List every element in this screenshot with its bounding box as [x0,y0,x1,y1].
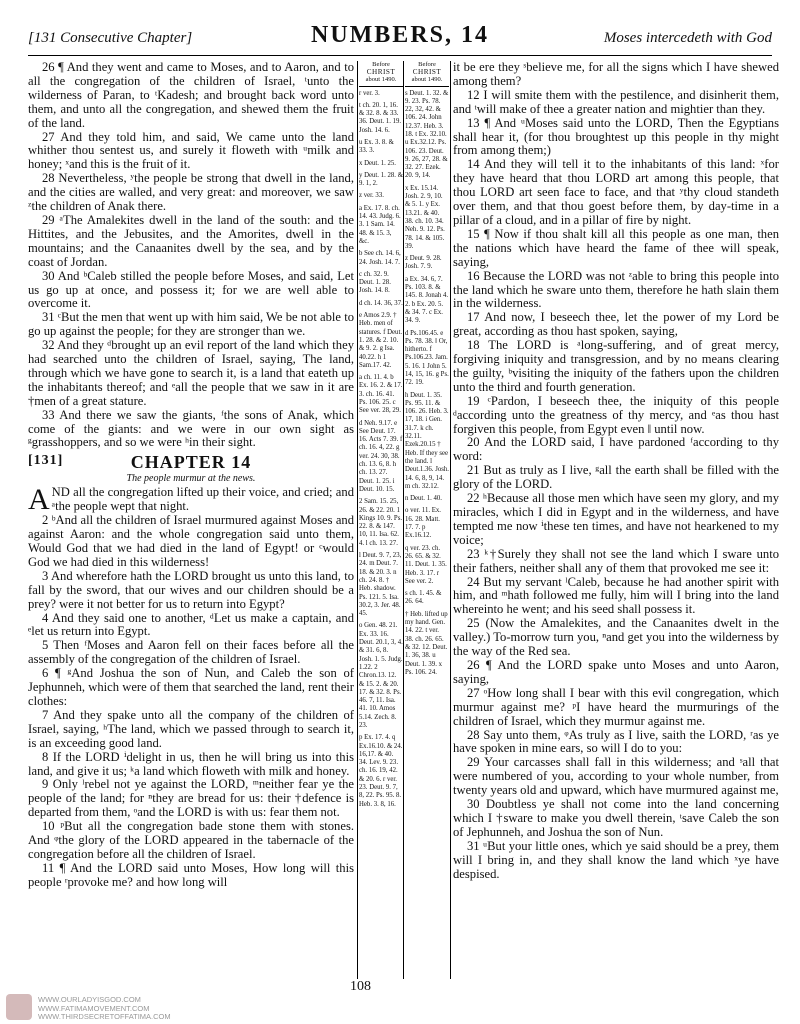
verse: 21 But as truly as I live, ᵍall the earth shall be filled with the glory of the LORD. [453,463,779,492]
verse: 16 Because the LORD was not ᶻable to bring this people into the land which he sware unto them, therefore he hath slain them in the wilderness. [453,268,779,311]
date-heading-about: about 1490. [411,76,443,83]
margin-note: a Ex. 17. 8. ch. 14. 43. Judg. 6. 3. 1 Sam. 14. 48. & 15. 3, &c. [359,204,401,245]
watermark-url[interactable]: WWW.THIRDSECRETOFFATIMA.COM [38,1012,171,1021]
header-rule [28,55,772,56]
verse: 2 ᵇAnd all the children of Israel murmured against Moses and against Aaron: and the whole congregation said unto them, Would God that we had died in the land of Egypt! or ᶜwould God we had died in this wilderness! [28,513,354,569]
margin-note: p Ex. 17. 4. q Ex.16.10. & 24. 16,17. & 40. 34. Lev. 9. 23. ch. 16. 19, 42. & 20. 6. r ver. 23. Deut. 9. 7, 8, 22. Ps. 95. 8. Heb. 3. 8, 16. [359,734,403,808]
verse-first [28,483,354,517]
margin-references [357,61,451,979]
verse: 12 I will smite them with the pestilence, and disinherit them, and ᵗwill make of thee a greater nation and mightier than they. [453,87,779,116]
margin-note: s Deut. 1. 32. & 9. 23. Ps. 78. 22, 32, 42. & 106. 24. John 12.37. Heb. 3. 18. t Ex. 32.10. u Ex.32.12. Ps. 106. 23. Deut. 9. 26, 27, 28. & 32. 27. Ezek. 20. 9, 14. [405,89,449,180]
verse: 4 And they said one to another, ᵈLet us make a captain, and ᵉlet us return into Egypt. [28,610,354,639]
verse: 18 The LORD is ᵃlong-suffering, and of great mercy, forgiving iniquity and transgression, and by no means clearing the guilty, ᵇvisiting the iniquity of the fathers upon the children unto the third and fourth generation. [453,338,779,394]
verse: 31 ᵘBut your little ones, which ye said should be a prey, them will I bring in, and they shall know the land which ˣye have despised. [453,838,779,881]
verse: 6 ¶ ᵍAnd Joshua the son of Nun, and Caleb the son of Jephunneh, which were of them that searched the land, rent their clothes: [28,666,354,708]
verse: 26 ¶ And they went and came to Moses, and to Aaron, and to all the congregation of the children of Israel, ᵗunto the wilderness of Paran, to ᵗKadesh; and brought back word unto them, and unto all the congregation, and shewed them the fruit of the land. [28,61,354,130]
margin-note: x Deut. 1. 25. [359,159,397,167]
margin-note: s ch. 1. 45. & 26. 64. [405,590,442,606]
margin-note: a ch. 11. 4. b Ex. 16. 2. & 17. 3. ch. 16. 41. Ps. 106. 25. c See ver. 28, 29. [359,374,403,415]
verse: 27 ᵒHow long shall I bear with this evil congregation, which murmur against me? ᵖI have heard the murmurings of the children of Israel, which they murmur against me. [453,685,779,728]
margin-note: a Ex. 34. 6, 7. Ps. 103. 8. & 145. 8. Jonah 4. 2. b Ex. 20. 5. & 34. 7. c Ex. 34. 9. [405,275,449,325]
margin-note: x Ex. 15.14. Josh. 2. 9, 10. & 5. 1. y Ex. 13.21. & 40. 38. ch. 10. 34. Neh. 9. 12. Ps. 78. 14. & 105. 39. [405,184,445,250]
drop-cap: A [28,483,50,517]
margin-note: r ver. 3. [359,89,380,97]
margin-note: y Deut. 1. 28. & 9. 1, 2. [359,171,403,188]
date-heading [359,61,403,87]
margin-note: c ch. 32. 9. Deut. 1. 28. Josh. 14. 8. [359,270,391,295]
verse: 5 Then ᶠMoses and Aaron fell on their faces before all the assembly of the congregation of the children of Israel. [28,638,354,667]
margin-note: n Deut. 1. 40. [405,495,443,503]
verse: 30 And ᵇCaleb stilled the people before Moses, and said, Let us go up at once, and possess it; for we are well able to overcome it. [28,268,354,311]
margin-note: d ch. 14. 36, 37. [359,299,403,307]
verse: 29 ᵃThe Amalekites dwell in the land of the south: and the Hittites, and the Jebusites, and the Amorites, dwell in the mountains; and the Canaanites dwell by the sea, and by the coast of Jordan. [28,212,354,269]
verse: 15 ¶ Now if thou shalt kill all this people as one man, then the nations which have heard the fame of thee will speak, saying, [453,226,779,269]
verse: 28 Say unto them, ᵠAs truly as I live, saith the LORD, ʳas ye have spoken in mine ears, so will I do to you: [453,727,779,756]
verse: 24 But my servant ˡCaleb, because he had another spirit with him, and ᵐhath followed me fully, him will I bring into the land whereinto he went; and his seed shall possess it. [453,574,779,617]
margin-note: q ver. 23. ch. 26. 65. & 32. 11. Deut. 1. 35. Heb. 3. 17. r See ver. 2. [405,544,447,585]
verse: it be ere they ˢbelieve me, for all the signs which I have shewed among them? [453,61,779,88]
chapter-consecutive-number: [131] [28,453,64,469]
left-text-column [28,61,354,890]
margin-note: z Deut. 9. 28. Josh. 7. 9. [405,255,442,271]
chapter-title: CHAPTER 14 [130,452,252,473]
watermark-url[interactable]: WWW.OURLADYISGOD.COM [38,995,141,1004]
verse: 3 And wherefore hath the LORD brought us unto this land, to fall by the sword, that our wives and our children should be a prey? were it not better for us to return into Egypt? [28,568,354,611]
verse: 23 ᵏ†Surely they shall not see the land which I sware unto their fathers, neither shall any of them that provoked me see it: [453,546,779,575]
verse: 32 And they ᵈbrought up an evil report of the land which they had searched unto the children of Israel, saying, The land, through which we have gone to search it, is a land that eateth up the inhabitants thereof; and ᵉall the people that we saw in it are †men of a great stature. [28,338,354,408]
watermark-text [38,996,171,1022]
date-heading-christ: CHRIST [412,67,442,76]
verse: 19 ᶜPardon, I beseech thee, the iniquity of this people ᵈaccording unto the greatness of thy mercy, and ᵉas thou hast forgiven this people, from Egypt even ‖ until now. [453,393,779,436]
margin-note: t ch. 20. 1, 16. & 32. 8. & 33. 36. Deut. 1. 19. Josh. 14. 6. [359,101,402,134]
date-heading-christ: CHRIST [366,67,396,76]
verse: 9 Only ˡrebel not ye against the LORD, ᵐneither fear ye the people of the land; for ⁿthey are bread for us: their †defence is departed from them, ᵒand the LORD is with us: fear them not. [28,777,354,820]
margin-note: z ver. 33. [359,192,384,200]
chapter-heading [28,452,354,473]
margin-column-left [359,61,403,813]
date-heading-before: Before [372,61,390,68]
date-heading [405,61,449,87]
verse: 17 And now, I beseech thee, let the power of my Lord be great, according as thou hast spoken, saying, [453,310,779,339]
margin-divider [403,61,404,979]
verse: 28 Nevertheless, ʸthe people be strong that dwell in the land, and the cities are walled, and very great: and moreover, we saw ᶻthe children of Anak there. [28,171,354,214]
verse: 29 Your carcasses shall fall in this wilderness; and ˢall that were numbered of you, according to your whole number, from twenty years old and upward, which have murmured against me, [453,755,779,798]
verse: 25 (Now the Amalekites, and the Canaanites dwelt in the valley.) To-morrow turn you, ⁿand get you into the wilderness by the way of the Red sea. [453,616,779,659]
margin-column-right [405,61,449,681]
verse: 7 And they spake unto all the company of the children of Israel, saying, ʰThe land, which we passed through to search it, is an exceeding good land. [28,707,354,750]
chapter-summary: The people murmur at the news. [126,473,256,485]
watermark-url[interactable]: WWW.FATIMAMOVEMENT.COM [38,1003,150,1013]
verse: 14 And they will tell it to the inhabitants of this land: ˣfor they have heard that thou LORD art among this people, that thou LORD art seen face to face, and that ʸthy cloud standeth over them, and that thou goest before them, by day-time in a pillar of a cloud, and in a pillar of fire by night. [453,157,779,227]
verse: 13 ¶ And ᵘMoses said unto the LORD, Then the Egyptians shall hear it, (for thou broughtest up this people in thy might from among them;) [453,115,779,158]
verse-first-text: ND all the congregation lifted up their voice, and cried; and ᵃthe people wept that night. [51,485,354,514]
margin-note: † Heb. lifted up my hand. Gen. 14. 22. t ver. 38. ch. 26. 65. & 32. 12. Deut. 1. 36, 38. u Deut. 1. 39. x Ps. 106. 24. [405,610,448,676]
margin-note: 2 Sam. 15. 25, 26. & 22. 20. 1 Kings 10. 9. Ps. 22. 8. & 147. 10, 11. Isa. 62. 4. l ch. 13. 27. [359,498,403,547]
verse: 33 And there we saw the giants, ᶠthe sons of Anak, which come of the giants: and we were in our own sight as ᵍgrasshoppers, and so we were ʰin their sight. [28,407,354,450]
page-number: 108 [350,979,371,994]
verse: 26 ¶ And the LORD spake unto Moses and unto Aaron, saying, [453,657,779,686]
margin-note: o ver. 11. Ex. 16. 28. Matt. 17. 7. p Ex.16.12. [405,507,441,540]
right-text-column [453,61,779,881]
margin-note: e Amos 2.9. † Heb. men of statures. f Deut. 1. 28. & 2. 10. & 9. 2. g Isa. 40.22. h 1 Sam.17. 42. [359,312,403,369]
verse: 22 ʰBecause all those men which have seen my glory, and my miracles, which I did in Egypt and in the wilderness, and have tempted me now ⁱthese ten times, and have not hearkened to my voice; [453,491,779,547]
date-heading-about: about 1490. [365,76,397,83]
verse: 8 If the LORD ⁱdelight in us, then he will bring us into this land, and give it us; ᵏa land which floweth with milk and honey. [28,749,354,778]
verse: 27 And they told him, and said, We came unto the land whither thou sentest us, and surely it floweth with ᵘmilk and honey; ˣand this is the fruit of it. [28,129,354,172]
page-header [28,22,772,52]
date-heading-before: Before [418,61,436,68]
margin-note: h Deut. 1. 35. Ps. 95. 11. & 106. 26. Heb. 3. 17, 18. i Gen. 31.7. k ch. 32.11. Ezek.20.15 † Heb. If they see the land. l Deut.1.36. Josh. 14. 6, 8, 9, 14. m ch. 32.12. [405,391,449,490]
margin-note: u Ex. 3. 8. & 33. 3. [359,138,394,155]
book-chapter-title: NUMBERS, 14 [310,22,489,48]
verse: 31 ᶜBut the men that went up with him said, We be not able to go up against the people; for they are stronger than we. [28,310,354,339]
verse: 11 ¶ And the LORD said unto Moses, How long will this people ʳprovoke me? and how long will [28,860,354,889]
margin-note: b See ch. 14. 6, 24. Josh. 14. 7. [359,250,401,266]
verse: 20 And the LORD said, I have pardoned ᶠaccording to thy word: [453,435,779,464]
margin-note: l Deut. 9. 7, 23, 24. m Deut. 7. 18. & 20. 3. n ch. 24. 8. † Heb. shadow. Ps. 121. 5. Isa. 30.2, 3. Jer. 48. 45. [359,552,402,618]
website-watermark [6,994,256,1022]
margin-note: d Neh. 9.17. e See Deut. 17. 16. Acts 7. 39. f ch. 16. 4, 22. g ver. 24. 30, 38. ch. 13. 6, 8. h ch. 13. 27. Deut. 1. 25. i Deut. 10. 15. [359,419,403,493]
verse: 10 ᵖBut all the congregation bade stone them with stones. And ᵠthe glory of the LORD appeared in the tabernacle of the congregation before all the children of Israel. [28,819,354,861]
consecutive-chapter-label: [131 Consecutive Chapter] [28,30,193,46]
margin-note: d Ps.106.45. e Ps. 78. 38. ‖ Or, hitherto. f Ps.106.23. Jam. 5. 16. 1 John 5. 14, 15, 16. g Ps. 72. 19. [405,329,449,387]
verse: 30 Doubtless ye shall not come into the land concerning which I †sware to make you dwell therein, ᵗsave Caleb the son of Jephunneh, and Joshua the son of Nun. [453,797,779,839]
running-head-topic: Moses intercedeth with God [603,30,772,46]
margin-note: o Gen. 48. 21. Ex. 33. 16. Deut. 20.1, 3, 4. & 31. 6, 8. Josh. 1. 5. Judg. 1.22. 2 Chron.13. 12. & 15. 2. & 20. 17. & 32. 8. Ps. 46. 7, 11. Isa. 41. 10. Amos 5.14. Zech. 8. 23. [359,622,403,729]
logo-icon [6,994,32,1020]
